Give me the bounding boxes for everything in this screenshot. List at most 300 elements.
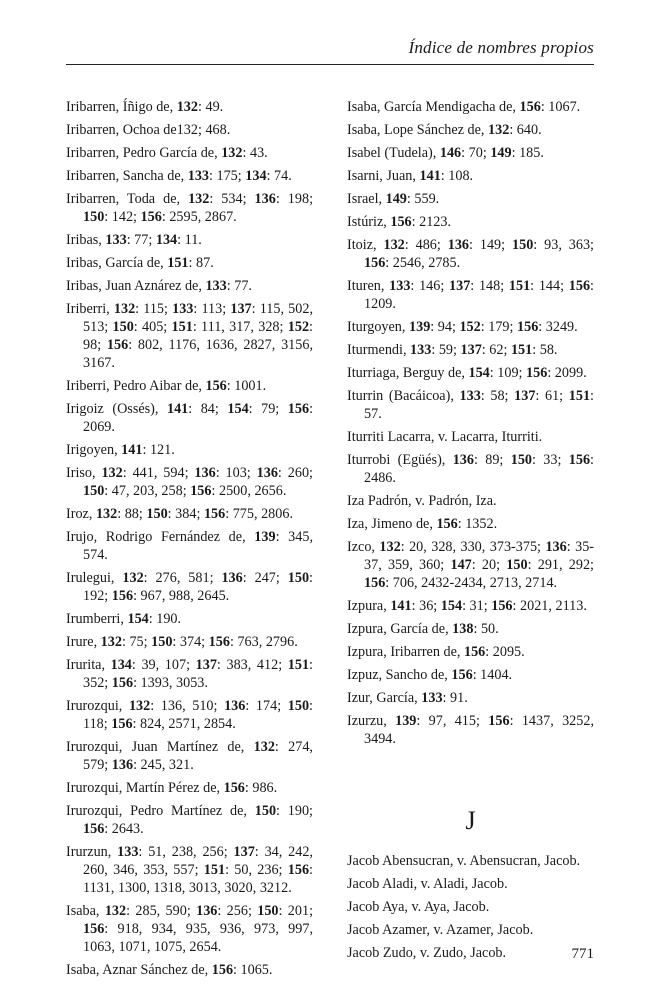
volume-number: 133 [117,844,139,860]
volume-number: 154 [227,401,249,417]
entry-text: Istúriz, [347,214,391,230]
volume-number: 132 [176,99,198,115]
index-entry [66,144,313,162]
volume-number: 136 [254,191,276,207]
entry-text: : 109; [489,365,527,381]
entry-text: : 2123. [411,214,452,230]
index-entry [66,254,313,272]
entry-text: : 59; [431,342,461,358]
entry-text: : 49. [197,99,224,115]
volume-number: 156 [517,319,539,335]
volume-number: 156 [287,862,310,878]
entry-text: : 824, 2571, 2854. [132,716,236,732]
volume-number: 154 [468,365,490,381]
volume-number: 156 [223,780,245,796]
volume-number: 146 [439,145,462,161]
entry-text: : 31; [462,598,492,614]
index-entry [66,633,313,651]
volume-number: 156 [205,378,227,394]
volume-number: 132 [253,739,275,755]
index-entry [66,464,313,500]
entry-text: : 1352. [457,516,498,532]
volume-number: 151 [203,862,226,878]
entry-text: : 383, 412; [216,657,288,673]
entry-text: : 98; [83,319,313,353]
entry-text: : 47, 203, 258; [104,483,191,499]
entry-text: : 115; [135,301,173,317]
volume-number: 156 [568,278,591,294]
entry-text: Iribarren, Sancha de, [66,168,188,184]
volume-number: 156 [106,337,129,353]
page-number: 771 [571,946,594,962]
entry-text: : 285, 590; [126,903,197,919]
volume-number: 132 [122,570,144,586]
entry-text: : 89; [473,452,511,468]
index-entry [66,656,313,692]
entry-text: : 192; [83,570,313,604]
volume-number: 138 [452,621,474,637]
entry-text: : 190; [276,803,313,819]
entry-text: Iribas, García de, [66,255,168,271]
index-entry [347,341,594,359]
entry-text: Isarni, Juan, [347,168,420,184]
entry-text: Isaba, [66,903,105,919]
entry-text: : 179; [480,319,517,335]
index-entry [347,236,594,272]
index-entry [66,528,313,564]
index-entry [347,121,594,139]
volume-number: 151 [167,255,189,271]
index-entry [347,451,594,487]
volume-number: 141 [166,401,189,417]
entry-text: : 245, 321. [133,757,194,773]
entry-text: Irigoyen, [66,442,122,458]
entry-text: : 84; [188,401,228,417]
index-entry [66,802,313,838]
volume-number: 150 [112,319,134,335]
entry-text: : 1067. [540,99,581,115]
entry-text: : 34, 242, 260, 346, 353, 557; [83,844,313,878]
entry-text: Iriberri, [66,301,114,317]
entry-text: : 93, 363; [533,237,594,253]
entry-text: : 91. [442,690,468,706]
index-entry [66,277,313,295]
index-entry [66,121,313,139]
volume-number: 156 [519,99,541,115]
entry-text: : 276, 581; [143,570,222,586]
entry-text: : 763, 2796. [229,634,298,650]
entry-text: : 118; [83,698,313,732]
entry-text: Israel, [347,191,386,207]
volume-number: 151 [568,388,591,404]
entry-text: Jacob Aladi, v. Aladi, Jacob. [347,876,508,892]
volume-number: 156 [488,713,510,729]
index-entry [66,779,313,797]
index-entry [66,738,313,774]
entry-text: : 103; [215,465,257,481]
index-entry [347,689,594,707]
running-header: Índice de nombres propios [408,38,594,57]
entry-text: Iribarren, Íñigo de, [66,99,177,115]
entry-text: : 247; [242,570,288,586]
volume-number: 147 [450,557,472,573]
entry-text: : 256; [217,903,258,919]
entry-text: : 35-37, 359, 360; [364,539,595,573]
index-entry [66,167,313,185]
entry-text: : 185. [511,145,544,161]
entry-text: Jacob Aya, v. Aya, Jacob. [347,899,490,915]
entry-text: Irigoiz (Ossés), [66,401,167,417]
entry-text: Jacob Azamer, v. Azamer, Jacob. [347,922,534,938]
entry-text: : 2099. [547,365,587,381]
volume-number: 154 [440,598,463,614]
index-entry [66,569,313,605]
entry-text: : 33; [532,452,569,468]
entry-text: Iturrin (Bacáicoa), [347,388,460,404]
entry-text: : 115, 502, 513; [83,301,313,335]
volume-number: 150 [151,634,173,650]
entry-text: Iribas, Juan Aznárez de, [66,278,206,294]
entry-text: : 148; [470,278,509,294]
entry-text: : 50. [473,621,499,637]
index-entry [66,400,313,436]
entry-text: : 75; [121,634,152,650]
entry-text: : 20; [471,557,507,573]
index-entry [347,898,594,916]
entry-text: : 74. [266,168,292,184]
volume-number: 133 [205,278,227,294]
entry-text: Irurita, [66,657,111,673]
index-entry [347,944,594,962]
entry-text: : 88; [117,506,147,522]
volume-number: 156 [364,575,386,591]
volume-number: 137 [449,278,471,294]
index-entry [347,167,594,185]
volume-number: 150 [83,483,105,499]
volume-number: 136 [111,757,134,773]
volume-number: 134 [110,657,132,673]
index-entry [66,697,313,733]
volume-number: 156 [463,644,486,660]
entry-text: Isaba, García Mendigacha de, [347,99,520,115]
volume-number: 134 [155,232,178,248]
entry-text: : 43. [242,145,268,161]
entry-text: Irurozqui, [66,698,129,714]
volume-number: 156 [568,452,591,468]
entry-text: : 1001. [226,378,267,394]
index-entry [66,961,313,979]
volume-number: 150 [506,557,528,573]
volume-number: 132 [383,237,405,253]
volume-number: 156 [203,506,226,522]
entry-text: : 1065. [233,962,273,978]
entry-text: : 201; [278,903,314,919]
index-entry [66,231,313,249]
volume-number: 137 [514,388,536,404]
entry-text: : 144; [530,278,569,294]
volume-number: 156 [364,255,386,271]
entry-text: : 1393, 3053. [133,675,208,691]
entry-text: : 175; [209,168,246,184]
index-entries-j [347,852,594,962]
volume-number: 132 [101,465,123,481]
entry-text: : 374; [172,634,209,650]
entry-text: Isabel (Tudela), [347,145,440,161]
entry-text: Isaba, Aznar Sánchez de, [66,962,212,978]
index-entry [66,98,313,116]
index-entry [347,492,594,510]
volume-number: 154 [127,611,149,627]
entry-text: : 142; [104,209,141,225]
index-entry [347,643,594,661]
volume-number: 151 [287,657,310,673]
volume-number: 156 [436,516,458,532]
volume-number: 150 [83,209,105,225]
entry-text: Ituren, [347,278,390,294]
volume-number: 132 [113,301,136,317]
entry-text: Irujo, Rodrigo Fernández de, [66,529,255,545]
entry-text: : 2095. [485,644,525,660]
volume-number: 132 [95,506,118,522]
volume-number: 136 [221,570,243,586]
entry-text: : 149; [469,237,512,253]
entry-text: : 1209. [364,278,594,312]
entry-text: : 802, 1176, 1636, 2827, 3156, 3167. [83,337,313,371]
volume-number: 156 [83,921,105,937]
index-entry [347,364,594,382]
volume-number: 156 [491,598,513,614]
entry-text: Itoiz, [347,237,384,253]
entry-text: Izurzu, [347,713,396,729]
entry-text: Iribarren, Toda de, [66,191,189,207]
index-entry [347,597,594,615]
entry-text: : 62; [481,342,511,358]
volume-number: 136 [447,237,470,253]
index-entry [347,620,594,638]
entry-text: : 260; [277,465,313,481]
index-entry [66,441,313,459]
entry-text: Iza, Jimeno de, [347,516,437,532]
entry-text: : 706, 2432-2434, 2713, 2714. [385,575,558,591]
entry-text: : 345, 574. [83,529,313,563]
entry-text: Izpura, Iribarren de, [347,644,464,660]
entry-text: Irulegui, [66,570,123,586]
index-entry [66,902,313,956]
header-rule [66,64,594,65]
entry-text: : 2069. [83,401,314,435]
volume-number: 156 [83,821,105,837]
index-entry [347,515,594,533]
entry-text: : 190. [148,611,182,627]
volume-number: 150 [257,903,279,919]
entry-text: Izpura, García de, [347,621,453,637]
entry-text: : 2486. [364,452,594,486]
entry-text: : 11. [177,232,202,248]
volume-number: 156 [451,667,473,683]
entry-text: : 2643. [104,821,144,837]
entry-text: : 57. [364,388,594,422]
entry-text: : 94; [430,319,460,335]
entry-text: Jacob Zudo, v. Zudo, Jacob. [347,945,507,961]
entry-text: : 775, 2806. [225,506,294,522]
entry-text: : 1131, 1300, 1318, 3013, 3020, 3212. [83,862,313,896]
entry-text: Izco, [347,539,380,555]
entry-text: : 61; [535,388,569,404]
volume-number: 132 [188,191,210,207]
entry-text: Iribarren, Ochoa de132; 468. [66,122,231,138]
volume-number: 132 [379,539,401,555]
index-entry [347,190,594,208]
entry-text: Iriso, [66,465,102,481]
volume-number: 132 [100,634,122,650]
entry-text: : 58. [532,342,558,358]
volume-number: 156 [208,634,230,650]
entry-text: Irurozqui, Martín Pérez de, [66,780,224,796]
volume-number: 141 [419,168,441,184]
volume-number: 137 [195,657,217,673]
volume-number: 139 [395,713,417,729]
index-entry [66,505,313,523]
volume-number: 150 [512,237,534,253]
volume-number: 137 [233,844,255,860]
index-column-right [347,98,594,967]
volume-number: 150 [510,452,532,468]
entry-text: : 146; [410,278,450,294]
volume-number: 156 [140,209,162,225]
index-entry [347,921,594,939]
entry-text: Iribas, [66,232,106,248]
volume-number: 141 [121,442,143,458]
entry-text: : 534; [209,191,255,207]
entry-text: : 2595, 2867. [161,209,237,225]
volume-number: 133 [187,168,209,184]
index-entry [347,98,594,116]
volume-number: 141 [390,598,412,614]
index-entry [66,300,313,372]
index-entry [347,712,594,748]
volume-number: 150 [287,698,310,714]
entry-text: : 198; [275,191,314,207]
entry-text: Iroz, [66,506,96,522]
entry-text: Iturmendi, [347,342,411,358]
entry-text: : 441, 594; [122,465,195,481]
entry-text: Irure, [66,634,101,650]
entry-text: : 77; [126,232,156,248]
volume-number: 151 [171,319,193,335]
volume-number: 136 [452,452,474,468]
volume-number: 151 [508,278,531,294]
volume-number: 137 [230,301,252,317]
volume-number: 139 [409,319,431,335]
volume-number: 151 [510,342,533,358]
index-entry [347,318,594,336]
entry-text: : 39, 107; [131,657,196,673]
volume-number: 134 [245,168,267,184]
entry-text: : 79; [248,401,288,417]
entry-text: : 2546, 2785. [385,255,461,271]
entry-text: : 111, 317, 328; [192,319,288,335]
entry-text: Iza Padrón, v. Padrón, Iza. [347,493,497,509]
entry-text: : 174; [245,698,288,714]
entry-text: Irurzun, [66,844,118,860]
entry-text: Izpura, [347,598,391,614]
volume-number: 150 [287,570,310,586]
index-entry [66,190,313,226]
index-entry [66,377,313,395]
entry-text: : 3249. [538,319,578,335]
entry-text: : 274, 579; [83,739,313,773]
entry-text: : 1404. [472,667,513,683]
volume-number: 156 [111,675,134,691]
entry-text: : 113; [193,301,231,317]
volume-number: 152 [287,319,310,335]
section-letter-heading: J [465,806,476,835]
volume-number: 156 [211,962,234,978]
volume-number: 156 [190,483,212,499]
entry-text: Iturgoyen, [347,319,409,335]
index-entry [66,843,313,897]
volume-number: 137 [460,342,482,358]
entry-text: : 291, 292; [527,557,595,573]
index-entry [347,852,594,870]
volume-number: 132 [104,903,127,919]
entry-text: Irumberri, [66,611,128,627]
volume-number: 132 [128,698,151,714]
volume-number: 156 [111,588,134,604]
entry-text: : 384; [167,506,204,522]
entry-text: : 2500, 2656. [211,483,287,499]
volume-number: 150 [254,803,277,819]
entry-text: Iturriaga, Berguy de, [347,365,469,381]
entry-text: Iturriti Lacarra, v. Lacarra, Iturriti. [347,429,543,445]
entry-text: Isaba, Lope Sánchez de, [347,122,489,138]
entry-text: Izur, García, [347,690,422,706]
volume-number: 133 [389,278,411,294]
entry-text: : 20, 328, 330, 373-375; [400,539,546,555]
entry-text: : 50, 236; [225,862,288,878]
volume-number: 136 [545,539,567,555]
entry-text: : 2021, 2113. [512,598,587,614]
entry-text: : 77. [226,278,252,294]
volume-number: 150 [146,506,168,522]
volume-number: 136 [224,698,246,714]
index-entry [347,213,594,231]
entry-text: : 136, 510; [150,698,225,714]
index-entry [347,277,594,313]
volume-number: 156 [526,365,548,381]
entry-text: : 486; [404,237,448,253]
index-column-left [66,98,313,984]
entry-text: : 58; [480,388,515,404]
entry-text: : 352; [83,657,313,691]
entry-text: : 108. [440,168,474,184]
entry-text: : 967, 988, 2645. [133,588,230,604]
volume-number: 139 [254,529,276,545]
entry-text: : 918, 934, 935, 936, 973, 997, 1063, 1071, 1075, 2654. [83,921,313,955]
entry-text: : 70; [461,145,491,161]
index-entry [347,144,594,162]
volume-number: 136 [196,903,218,919]
entry-text: : 640. [509,122,542,138]
volume-number: 156 [390,214,412,230]
volume-number: 133 [421,690,443,706]
entry-text: : 559. [406,191,440,207]
entry-text: : 121. [142,442,175,458]
index-entry [347,875,594,893]
entry-text: : 986. [244,780,278,796]
volume-number: 156 [287,401,310,417]
volume-number: 133 [105,232,127,248]
